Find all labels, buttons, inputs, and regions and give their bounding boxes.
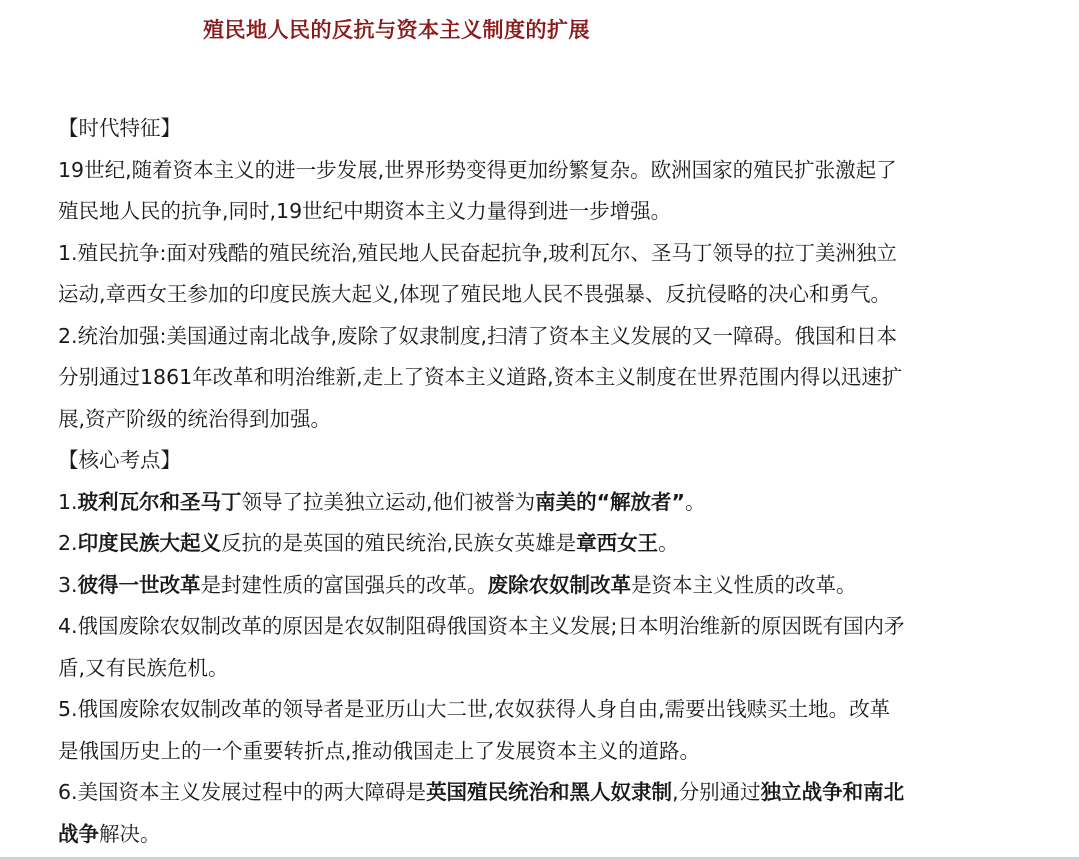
core-point-2-number: 2.: [58, 531, 78, 555]
era-line-3: 1.殖民抗争:面对残酷的殖民统治,殖民地人民奋起抗争,玻利瓦尔、圣马丁领导的拉丁美洲独立: [58, 240, 897, 265]
era-line-5: 2.统治加强:美国通过南北战争,废除了奴隶制度,扫清了资本主义发展的又一障碍。俄国和日本: [58, 323, 897, 348]
core-point-3-text-2: 是资本主义性质的改革。: [631, 572, 857, 597]
core-point-6-text-1: 美国资本主义发展过程中的两大障碍是: [77, 780, 427, 804]
era-line-2: 殖民地人民的抗争,同时,19世纪中期资本主义力量得到进一步增强。: [58, 199, 672, 223]
core-point-1-text-1: 领导了拉美独立运动,他们被誉为: [241, 489, 536, 514]
core-point-6-text-2: ,分别通过: [672, 780, 761, 804]
core-point-6-bold-2: 独立战争和南北: [760, 780, 905, 804]
core-point-1-bold-2: 南美的“解放者”: [535, 489, 686, 514]
core-point-2-text-1: 反抗的是英国的殖民统治,民族女英雄是: [221, 531, 577, 555]
core-point-3-bold-1: 彼得一世改革: [77, 572, 201, 597]
era-line-7: 展,资产阶级的统治得到加强。: [58, 406, 332, 431]
core-point-6-bold-1: 英国殖民统治和黑人奴隶制: [426, 780, 673, 804]
core-point-2: [58, 523, 1048, 565]
core-point-6-line-1: [58, 772, 1048, 814]
era-line-1: 19世纪,随着资本主义的进一步发展,世界形势变得更加纷繁复杂。欧洲国家的殖民扩张激起了: [58, 157, 897, 182]
core-point-4-line-1: 4.俄国废除农奴制改革的原因是农奴制阻碍俄国资本主义发展;日本明治维新的原因既有国内矛: [58, 614, 905, 638]
core-point-2-text-2: 。: [658, 531, 679, 555]
core-point-3-number: 3.: [58, 572, 78, 597]
core-point-5-line-2: 是俄国历史上的一个重要转折点,推动俄国走上了发展资本主义的道路。: [58, 738, 701, 763]
core-point-1: [58, 482, 1048, 524]
core-point-3-bold-2: 废除农奴制改革: [487, 572, 632, 597]
core-point-1-number: 1.: [58, 489, 78, 514]
page-title: 殖民地人民的反抗与资本主义制度的扩展: [203, 18, 590, 42]
core-point-2-bold-1: 印度民族大起义: [77, 531, 222, 555]
core-point-5-line-1: 5.俄国废除农奴制改革的领导者是亚历山大二世,农奴获得人身自由,需要出钱赎买土地。改革: [58, 697, 891, 721]
core-point-6-line-2: [58, 814, 1048, 856]
era-line-4: 运动,章西女王参加的印度民族大起义,体现了殖民地人民不畏强暴、反抗侵略的决心和勇气。: [58, 282, 892, 306]
core-point-6-text-3: 解决。: [99, 821, 161, 846]
era-line-6: 分别通过1861年改革和明治维新,走上了资本主义道路,资本主义制度在世界范围内得以迅速扩: [58, 365, 903, 389]
core-point-1-bold-1: 玻利瓦尔和圣马丁: [77, 489, 242, 514]
core-point-3: [58, 565, 1048, 607]
core-point-1-text-2: 。: [685, 489, 706, 514]
section-heading-era-features: 【时代特征】: [58, 116, 181, 140]
core-point-3-text-1: 是封建性质的富国强兵的改革。: [200, 572, 488, 597]
document-body: [58, 108, 1048, 855]
core-point-2-bold-2: 章西女王: [576, 531, 659, 555]
core-point-6-number: 6.: [58, 780, 78, 804]
core-point-6-bold-3: 战争: [58, 821, 99, 846]
section-heading-core-points: 【核心考点】: [58, 448, 181, 472]
core-point-4-line-2: 盾,又有民族危机。: [58, 655, 229, 680]
